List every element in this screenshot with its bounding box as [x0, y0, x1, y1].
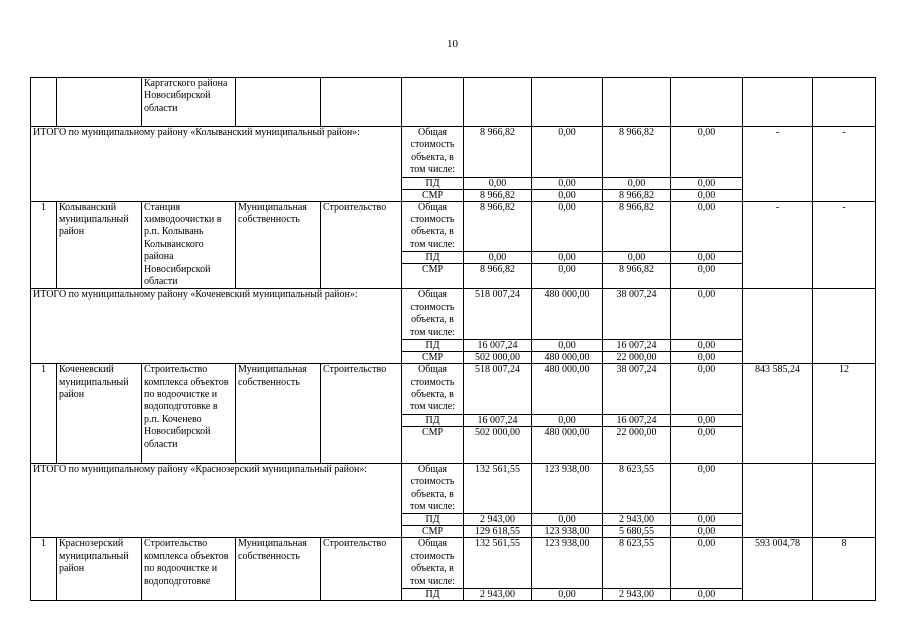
object-name: Каргатского района Новосибирской области	[142, 78, 236, 127]
ownership: Муниципальная собственность	[236, 364, 321, 464]
pd-row: ПД 2 943,00 0,00 2 943,00 0,00	[31, 588, 876, 600]
total-title: ИТОГО по муниципальному району «Краснозерский муниципальный район»:	[31, 463, 402, 538]
total-row: ИТОГО по муниципальному району «Краснозерский муниципальный район»: Общая стоимость объекта, в том числе: 132 561,55 123 938,00 8 623,55 0,00	[31, 463, 876, 514]
pd-row: ПД 0,00 0,00 0,00 0,00	[31, 252, 876, 264]
work-type: Строительство	[321, 538, 402, 601]
ownership: Муниципальная собственность	[236, 538, 321, 601]
pd-row: ПД 2 943,00 0,00 2 943,00 0,00	[31, 514, 876, 526]
total-title: ИТОГО по муниципальному району «Коченевский муниципальный район»:	[31, 289, 402, 364]
table-row: 1 Колыванский муниципальный район Станция химводоочистки в р.п. Колывань Колыванского района Новосибирской области Муниципальная собственность Строительство Общая стоимость объекта, в том числе: 8 966,82 0,00 8 966,82 0,00 - -	[31, 201, 876, 252]
smr-row: СМР 129 618,55 123 938,00 5 680,55 0,00	[31, 526, 876, 538]
total-row: ИТОГО по муниципальному району «Коченевский муниципальный район»: Общая стоимость объекта, в том числе: 518 007,24 480 000,00 38 007,24 0,00	[31, 289, 876, 340]
district-name: Краснозерский муниципальный район	[57, 538, 142, 601]
district-name: Коченевский муниципальный район	[57, 364, 142, 464]
object-name: Станция химводоочистки в р.п. Колывань Колыванского района Новосибирской области	[142, 201, 236, 289]
smr-row: СМР 8 966,82 0,00 8 966,82 0,00	[31, 264, 876, 289]
pd-row: ПД 16 007,24 0,00 16 007,24 0,00	[31, 414, 876, 426]
pd-row: ПД 16 007,24 0,00 16 007,24 0,00	[31, 340, 876, 352]
page-number: 10	[447, 38, 458, 50]
district-name: Колыванский муниципальный район	[57, 201, 142, 289]
object-name: Строительство комплекса объектов по водоочистке и водоподготовке	[142, 538, 236, 601]
investment-table	[30, 77, 876, 601]
ownership: Муниципальная собственность	[236, 201, 321, 289]
table-row: 1 Краснозерский муниципальный район Строительство комплекса объектов по водоочистке и водоподготовке Муниципальная собственность Строительство Общая стоимость объекта, в том числе: 132 561,55 123 938,00 8 623,55 0,00 593 004,78 8	[31, 538, 876, 589]
total-row: ИТОГО по муниципальному району «Колыванский муниципальный район»: Общая стоимость объекта, в том числе: 8 966,82 0,00 8 966,82 0,00 - -	[31, 127, 876, 178]
table-row: 1 Коченевский муниципальный район Строительство комплекса объектов по водоочистке и водоподготовке в р.п. Коченево Новосибирской области Муниципальная собственность Строительство Общая стоимость объекта, в том числе: 518 007,24 480 000,00 38 007,24 0,00 843 585,24 12	[31, 364, 876, 415]
smr-row: СМР 502 000,00 480 000,00 22 000,00 0,00	[31, 426, 876, 463]
object-name: Строительство комплекса объектов по водоочистке и водоподготовке в р.п. Коченево Новосибирской области	[142, 364, 236, 464]
table-row	[31, 78, 876, 127]
total-label: Общая стоимость объекта, в том числе:	[402, 127, 464, 178]
work-type: Строительство	[321, 364, 402, 464]
smr-row: СМР 502 000,00 480 000,00 22 000,00 0,00	[31, 352, 876, 364]
total-title: ИТОГО по муниципальному району «Колыванский муниципальный район»:	[31, 127, 402, 202]
smr-row: СМР 8 966,82 0,00 8 966,82 0,00	[31, 189, 876, 201]
work-type: Строительство	[321, 201, 402, 289]
pd-row: ПД 0,00 0,00 0,00 0,00	[31, 177, 876, 189]
